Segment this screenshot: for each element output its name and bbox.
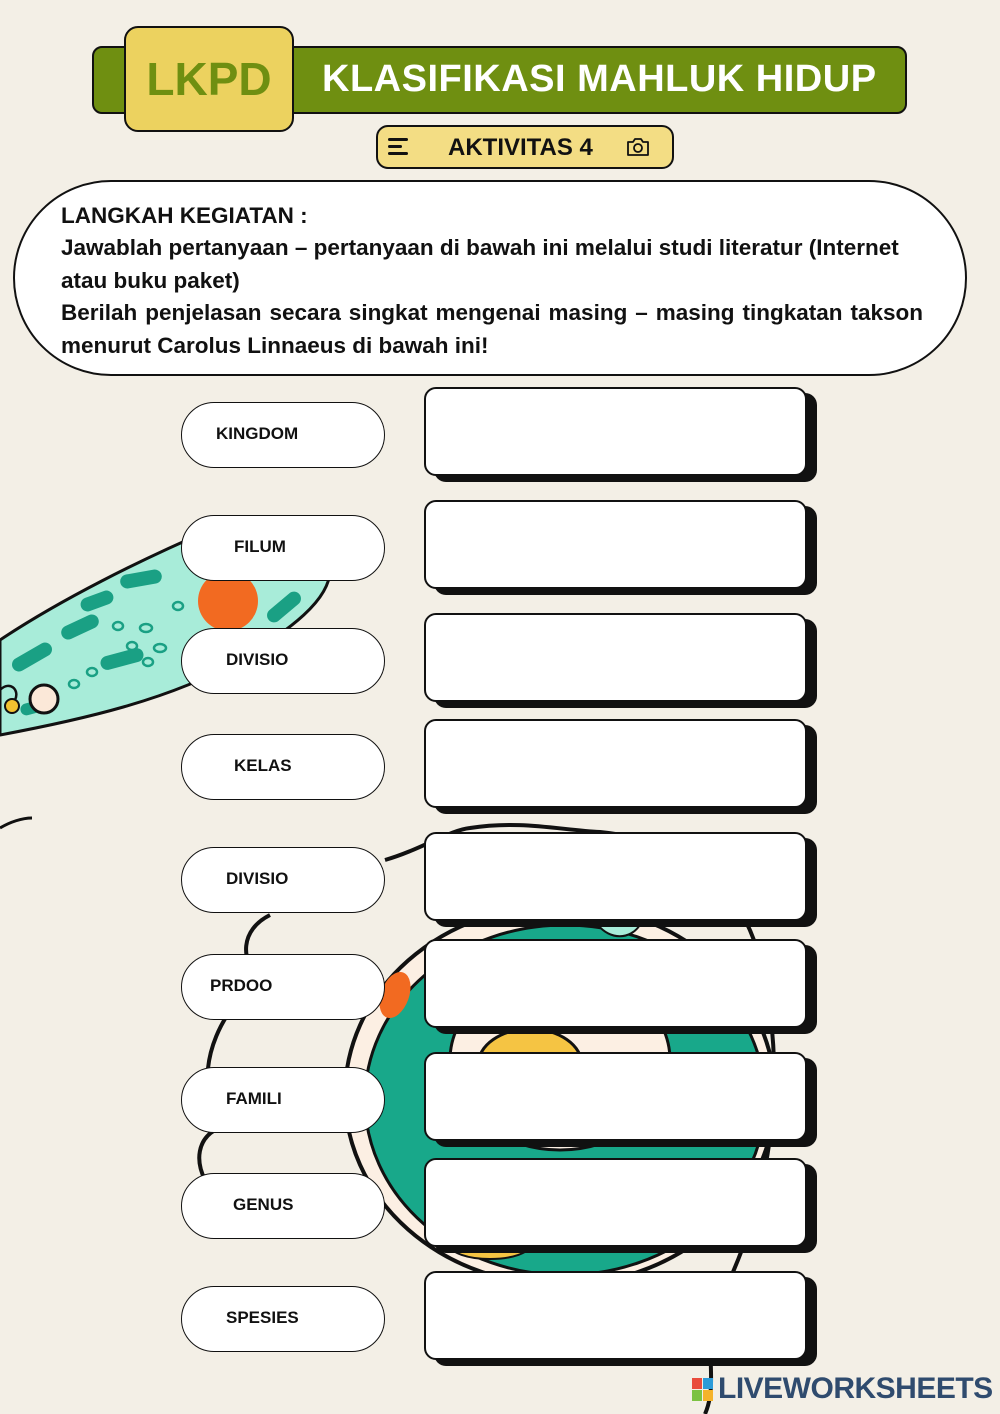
page-title: KLASIFIKASI MAHLUK HIDUP: [322, 58, 877, 100]
taxon-label-text: DIVISIO: [226, 650, 289, 669]
answer-box-kingdom[interactable]: [424, 387, 807, 476]
taxon-label-text: KINGDOM: [216, 424, 299, 443]
camera-icon: [626, 137, 650, 157]
taxon-label: [181, 402, 385, 468]
answer-box-spesies[interactable]: [424, 1271, 807, 1360]
instructions-line-2: Berilah penjelasan secara singkat mengenai masing – masing tingkatan takson menurut Carolus Linnaeus di bawah ini!: [61, 300, 923, 358]
activity-label-box: [376, 125, 674, 169]
taxon-label-text: SPESIES: [226, 1308, 299, 1327]
liveworksheets-mark-icon: [692, 1378, 714, 1402]
taxon-label-text: KELAS: [234, 756, 292, 775]
taxon-label: [181, 1067, 385, 1133]
taxon-label: [181, 847, 385, 913]
taxon-label-text: PRDOO: [210, 976, 273, 995]
taxon-label: [181, 628, 385, 694]
taxon-label-text: DIVISIO: [226, 869, 289, 888]
answer-box-divisio[interactable]: [424, 613, 807, 702]
answer-box-kelas[interactable]: [424, 719, 807, 808]
answer-box-filum[interactable]: [424, 500, 807, 589]
activity-label: AKTIVITAS 4: [448, 134, 593, 161]
taxon-label-text: FILUM: [234, 537, 286, 556]
lkpd-badge: [124, 26, 294, 132]
taxon-label: [181, 734, 385, 800]
taxon-label: [181, 515, 385, 581]
lkpd-badge-label: LKPD: [146, 53, 272, 105]
answer-box-famili[interactable]: [424, 1052, 807, 1141]
taxon-label: [181, 1286, 385, 1352]
answer-box-prdoo[interactable]: [424, 939, 807, 1028]
answer-box-genus[interactable]: [424, 1158, 807, 1247]
taxon-label: [181, 1173, 385, 1239]
instructions-panel: [13, 180, 967, 376]
instructions-line-1: Jawablah pertanyaan – pertanyaan di bawah ini melalui studi literatur (Internet atau buku paket): [61, 235, 899, 293]
taxon-label-text: GENUS: [233, 1195, 294, 1214]
liveworksheets-wordmark: LIVEWORKSHEETS: [718, 1372, 993, 1405]
answer-box-divisio-2[interactable]: [424, 832, 807, 921]
instructions-heading: LANGKAH KEGIATAN :: [61, 203, 308, 228]
taxon-label-text: FAMILI: [226, 1089, 282, 1108]
taxon-label: [181, 954, 385, 1020]
menu-icon: [388, 138, 410, 156]
